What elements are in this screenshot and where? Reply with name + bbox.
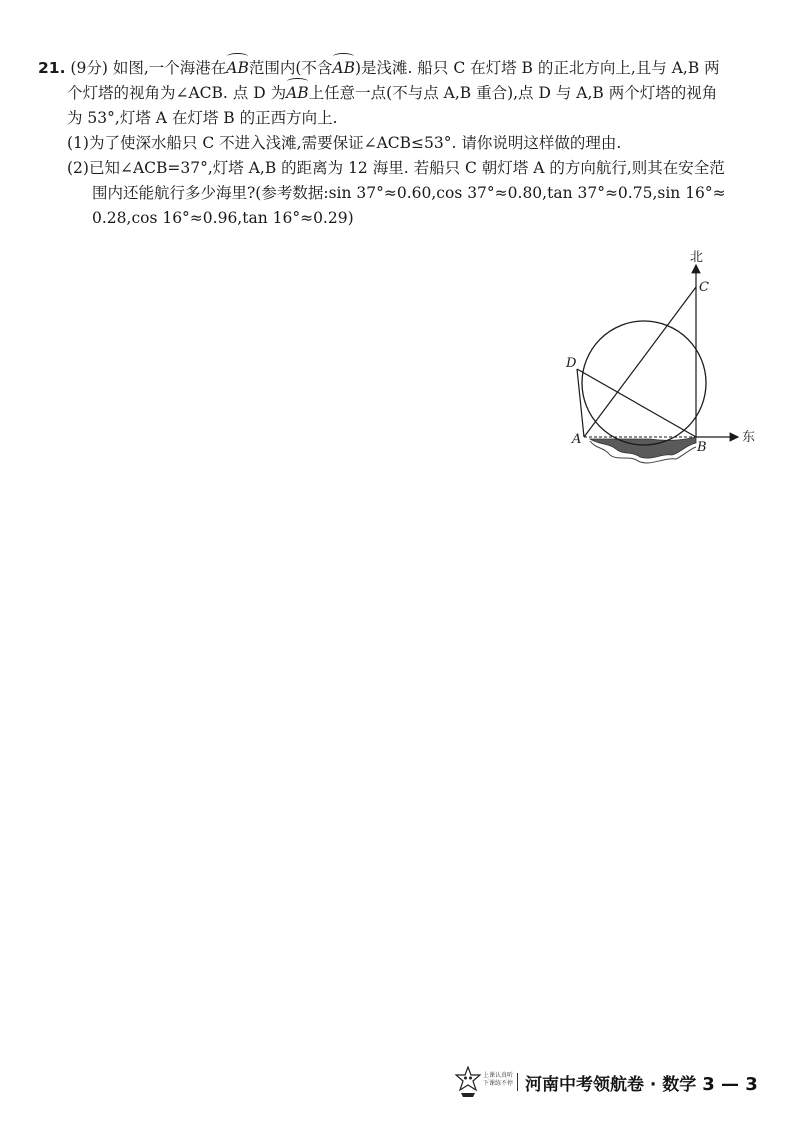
north-label: 北 [690, 250, 704, 265]
point-d-label: D [566, 356, 577, 371]
paper-title: 河南中考领航卷 · 数学 [525, 1075, 697, 1095]
figure-svg [560, 245, 770, 485]
segment-ad [577, 369, 584, 437]
sub-question-1: (1)为了使深水船只 C 不进入浅滩,需要保证∠ACB≤53°. 请你说明这样做的理由. [67, 134, 622, 152]
stem-text: )是浅滩. 船只 C 在灯塔 B 的正北方向上,且与 A,B 两 [355, 59, 720, 77]
question-points: (9分) [70, 59, 108, 77]
shoal-region [590, 437, 696, 458]
question-number: 21. [38, 59, 66, 77]
arc-ab-symbol: AB [226, 56, 249, 81]
problem-21 [38, 56, 758, 231]
stem-line-1 [38, 56, 758, 81]
footer-slogan [483, 1072, 513, 1088]
point-c-label: C [699, 280, 709, 295]
segment-ac [584, 287, 696, 437]
geometry-figure [560, 245, 770, 485]
page-number: 3 — 3 [702, 1074, 758, 1095]
slogan-line: 下课练不停 [483, 1080, 514, 1087]
segment-db [577, 369, 696, 437]
footer-title [525, 1070, 758, 1095]
point-a-label: A [572, 432, 582, 447]
mascot-logo-icon [455, 1066, 481, 1098]
stem-line-2 [38, 81, 758, 106]
footer-divider [517, 1073, 518, 1091]
slogan-line: 上课认真听 [483, 1072, 514, 1079]
point-b-label: B [697, 440, 707, 455]
page-footer [455, 1066, 758, 1106]
stem-text: 上任意一点(不与点 A,B 重合),点 D 与 A,B 两个灯塔的视角 [308, 84, 718, 102]
stem-text: 个灯塔的视角为∠ACB. 点 D 为 [67, 84, 287, 102]
stem-line-3: 为 53°,灯塔 A 在灯塔 B 的正西方向上. [67, 109, 338, 127]
stem-text: 范围内(不含 [248, 59, 333, 77]
stem-text: 如图,一个海港在 [112, 59, 227, 77]
sub-question-2: (2)已知∠ACB=37°,灯塔 A,B 的距离为 12 海里. 若船只 C 朝灯塔 A 的方向航行,则其在安全范 [67, 159, 725, 177]
sub-question-2-line-3: 0.28,cos 16°≈0.96,tan 16°≈0.29) [92, 209, 354, 227]
arc-ab-symbol: AB [332, 56, 355, 81]
sub-question-2-line-2: 围内还能航行多少海里?(参考数据:sin 37°≈0.60,cos 37°≈0.80,tan 37°≈0.75,sin 16°≈ [92, 184, 726, 202]
east-label: 东 [742, 430, 756, 445]
arc-ab-symbol: AB [286, 81, 309, 106]
